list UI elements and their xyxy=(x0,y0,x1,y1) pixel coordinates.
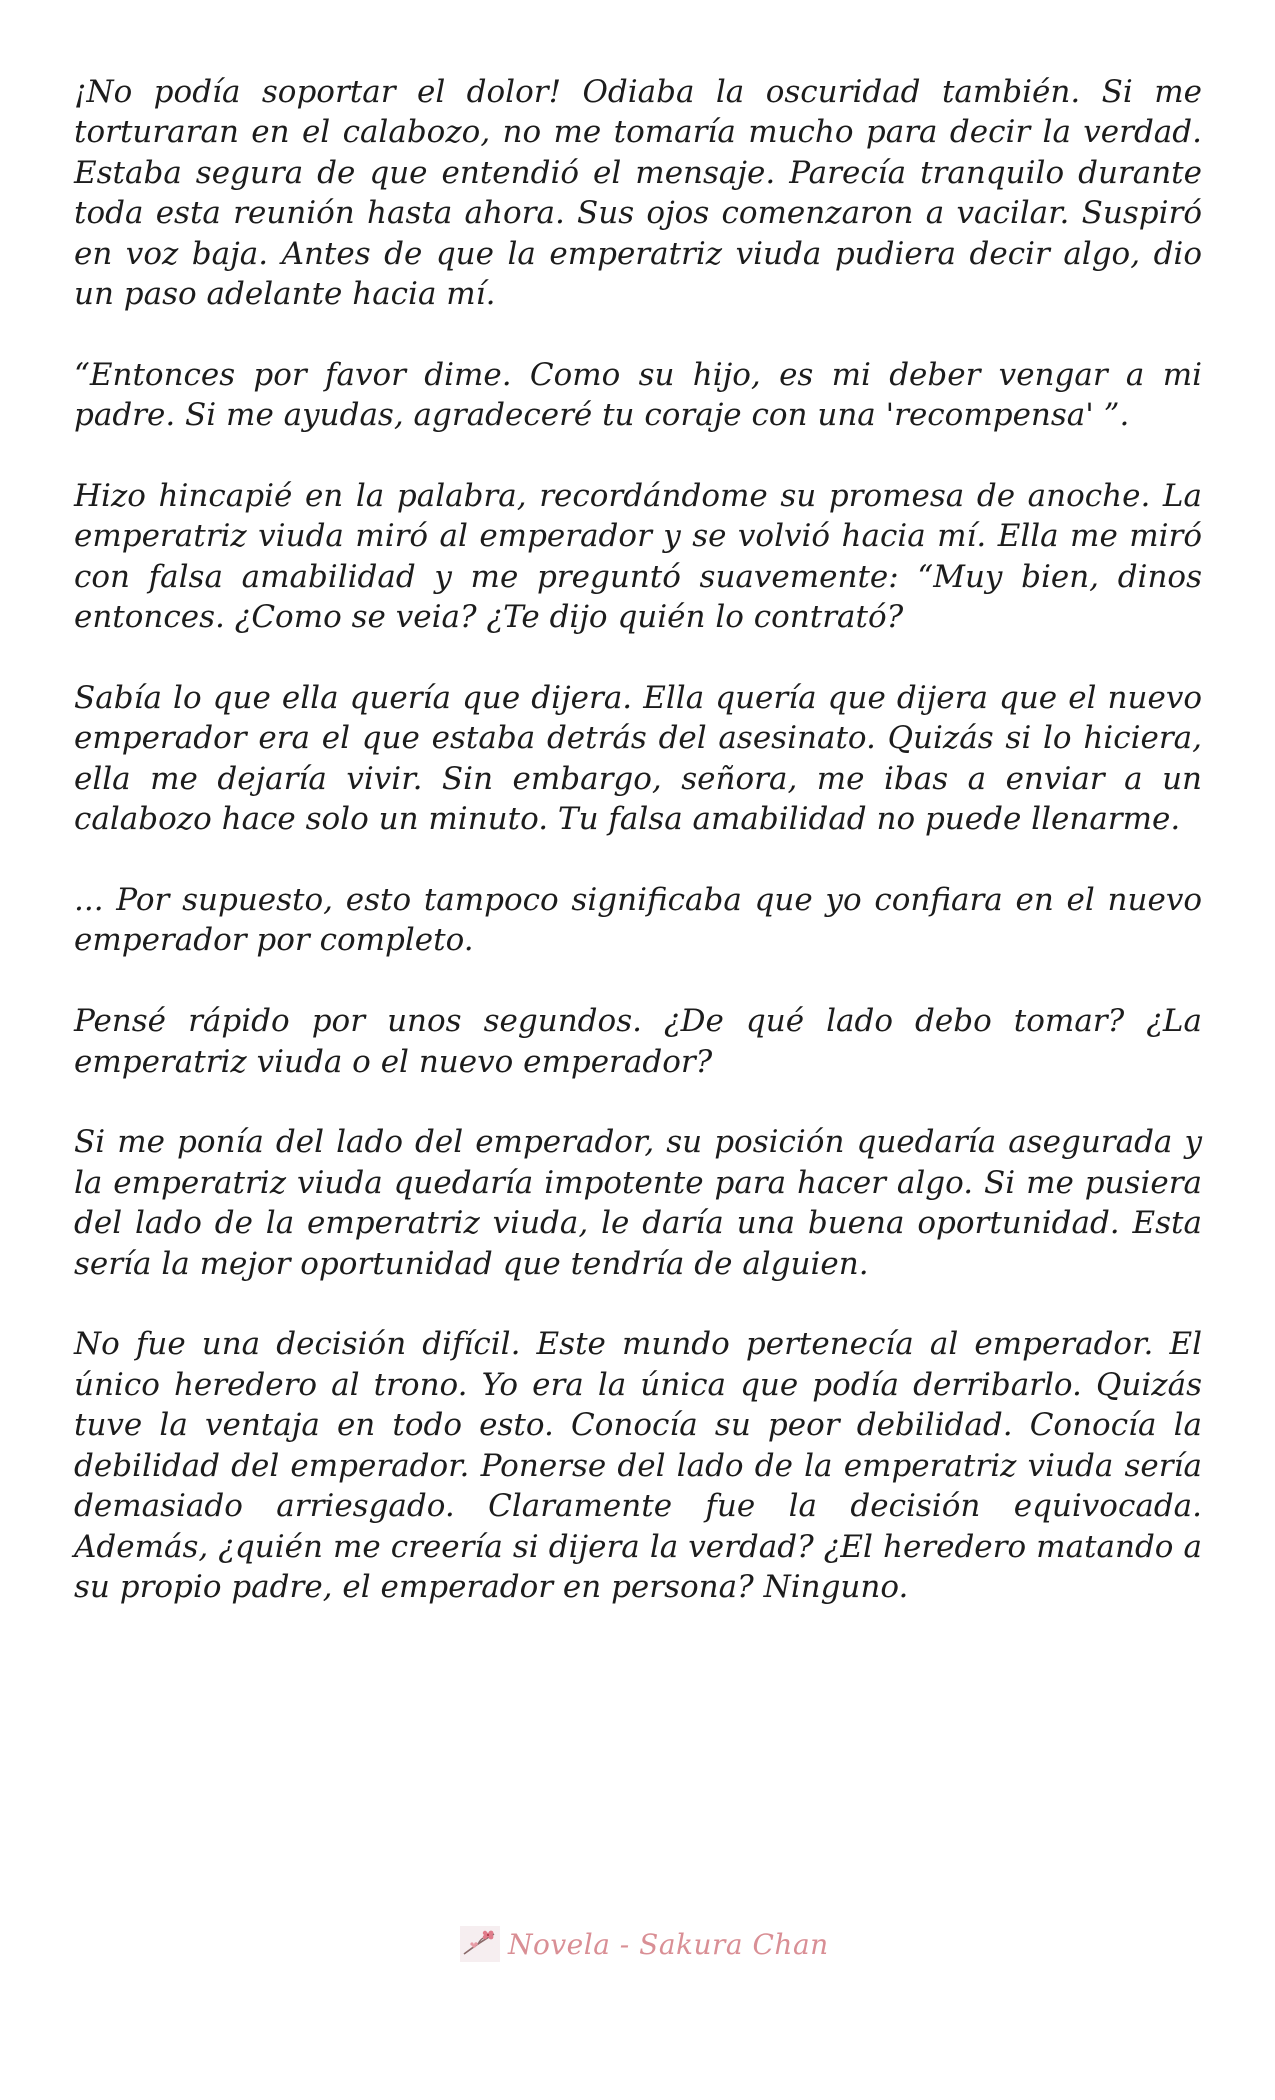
paragraph: ¡No podía soportar el dolor! Odiaba la oscuridad también. Si me torturaran en el calabozo, no me tomaría mucho para decir la verdad. Estaba segura de que entendió el mensaje. Parecía tranquilo durante toda esta reunión hasta ahora. Sus ojos comenzaron a vacilar. Suspiró en voz baja. Antes de que la emperatriz viuda pudiera decir algo, dio un paso adelante hacia mí. xyxy=(74,74,1202,313)
paragraph: Pensé rápido por unos segundos. ¿De qué lado debo tomar? ¿La emperatriz viuda o el nuevo emperador? xyxy=(74,1003,1202,1080)
sakura-branch-icon xyxy=(460,1926,500,1962)
paragraph: Hizo hincapié en la palabra, recordándome su promesa de anoche. La emperatriz viuda miró al emperador y se volvió hacia mí. Ella me miró con falsa amabilidad y me preguntó suavemente: “Muy bien, dinos entonces. ¿Como se veia? ¿Te dijo quién lo contrató? xyxy=(74,478,1202,636)
paragraph: “Entonces por favor dime. Como su hijo, es mi deber vengar a mi padre. Si me ayudas, agradeceré tu coraje con una 'recompensa' ”. xyxy=(74,356,1202,434)
footer-watermark xyxy=(460,1926,829,1962)
document-body xyxy=(74,72,1202,1648)
brand-text: Novela - Sakura Chan xyxy=(508,1927,829,1961)
paragraph: No fue una decisión difícil. Este mundo pertenecía al emperador. El único heredero al trono. Yo era la única que podía derribarlo. Quizás tuve la ventaja en todo esto. Conocía su peor debilidad. Conocía la debilidad del emperador. Ponerse del lado de la emperatriz viuda sería demasiado arriesgado. Claramente fue la decisión equivocada. Además, ¿quién me creería si dijera la verdad? ¿El heredero matando a su propio padre, el emperador en persona? Ninguno. xyxy=(74,1326,1202,1605)
paragraph: ... Por supuesto, esto tampoco significaba que yo confiara en el nuevo emperador por completo. xyxy=(74,882,1202,959)
paragraph: Sabía lo que ella quería que dijera. Ella quería que dijera que el nuevo emperador era el que estaba detrás del asesinato. Quizás si lo hiciera, ella me dejaría vivir. Sin embargo, señora, me ibas a enviar a un calabozo hace solo un minuto. Tu falsa amabilidad no puede llenarme. xyxy=(74,680,1202,838)
paragraph: Si me ponía del lado del emperador, su posición quedaría asegurada y la emperatriz viuda quedaría impotente para hacer algo. Si me pusiera del lado de la emperatriz viuda, le daría una buena oportunidad. Esta sería la mejor oportunidad que tendría de alguien. xyxy=(74,1124,1202,1282)
